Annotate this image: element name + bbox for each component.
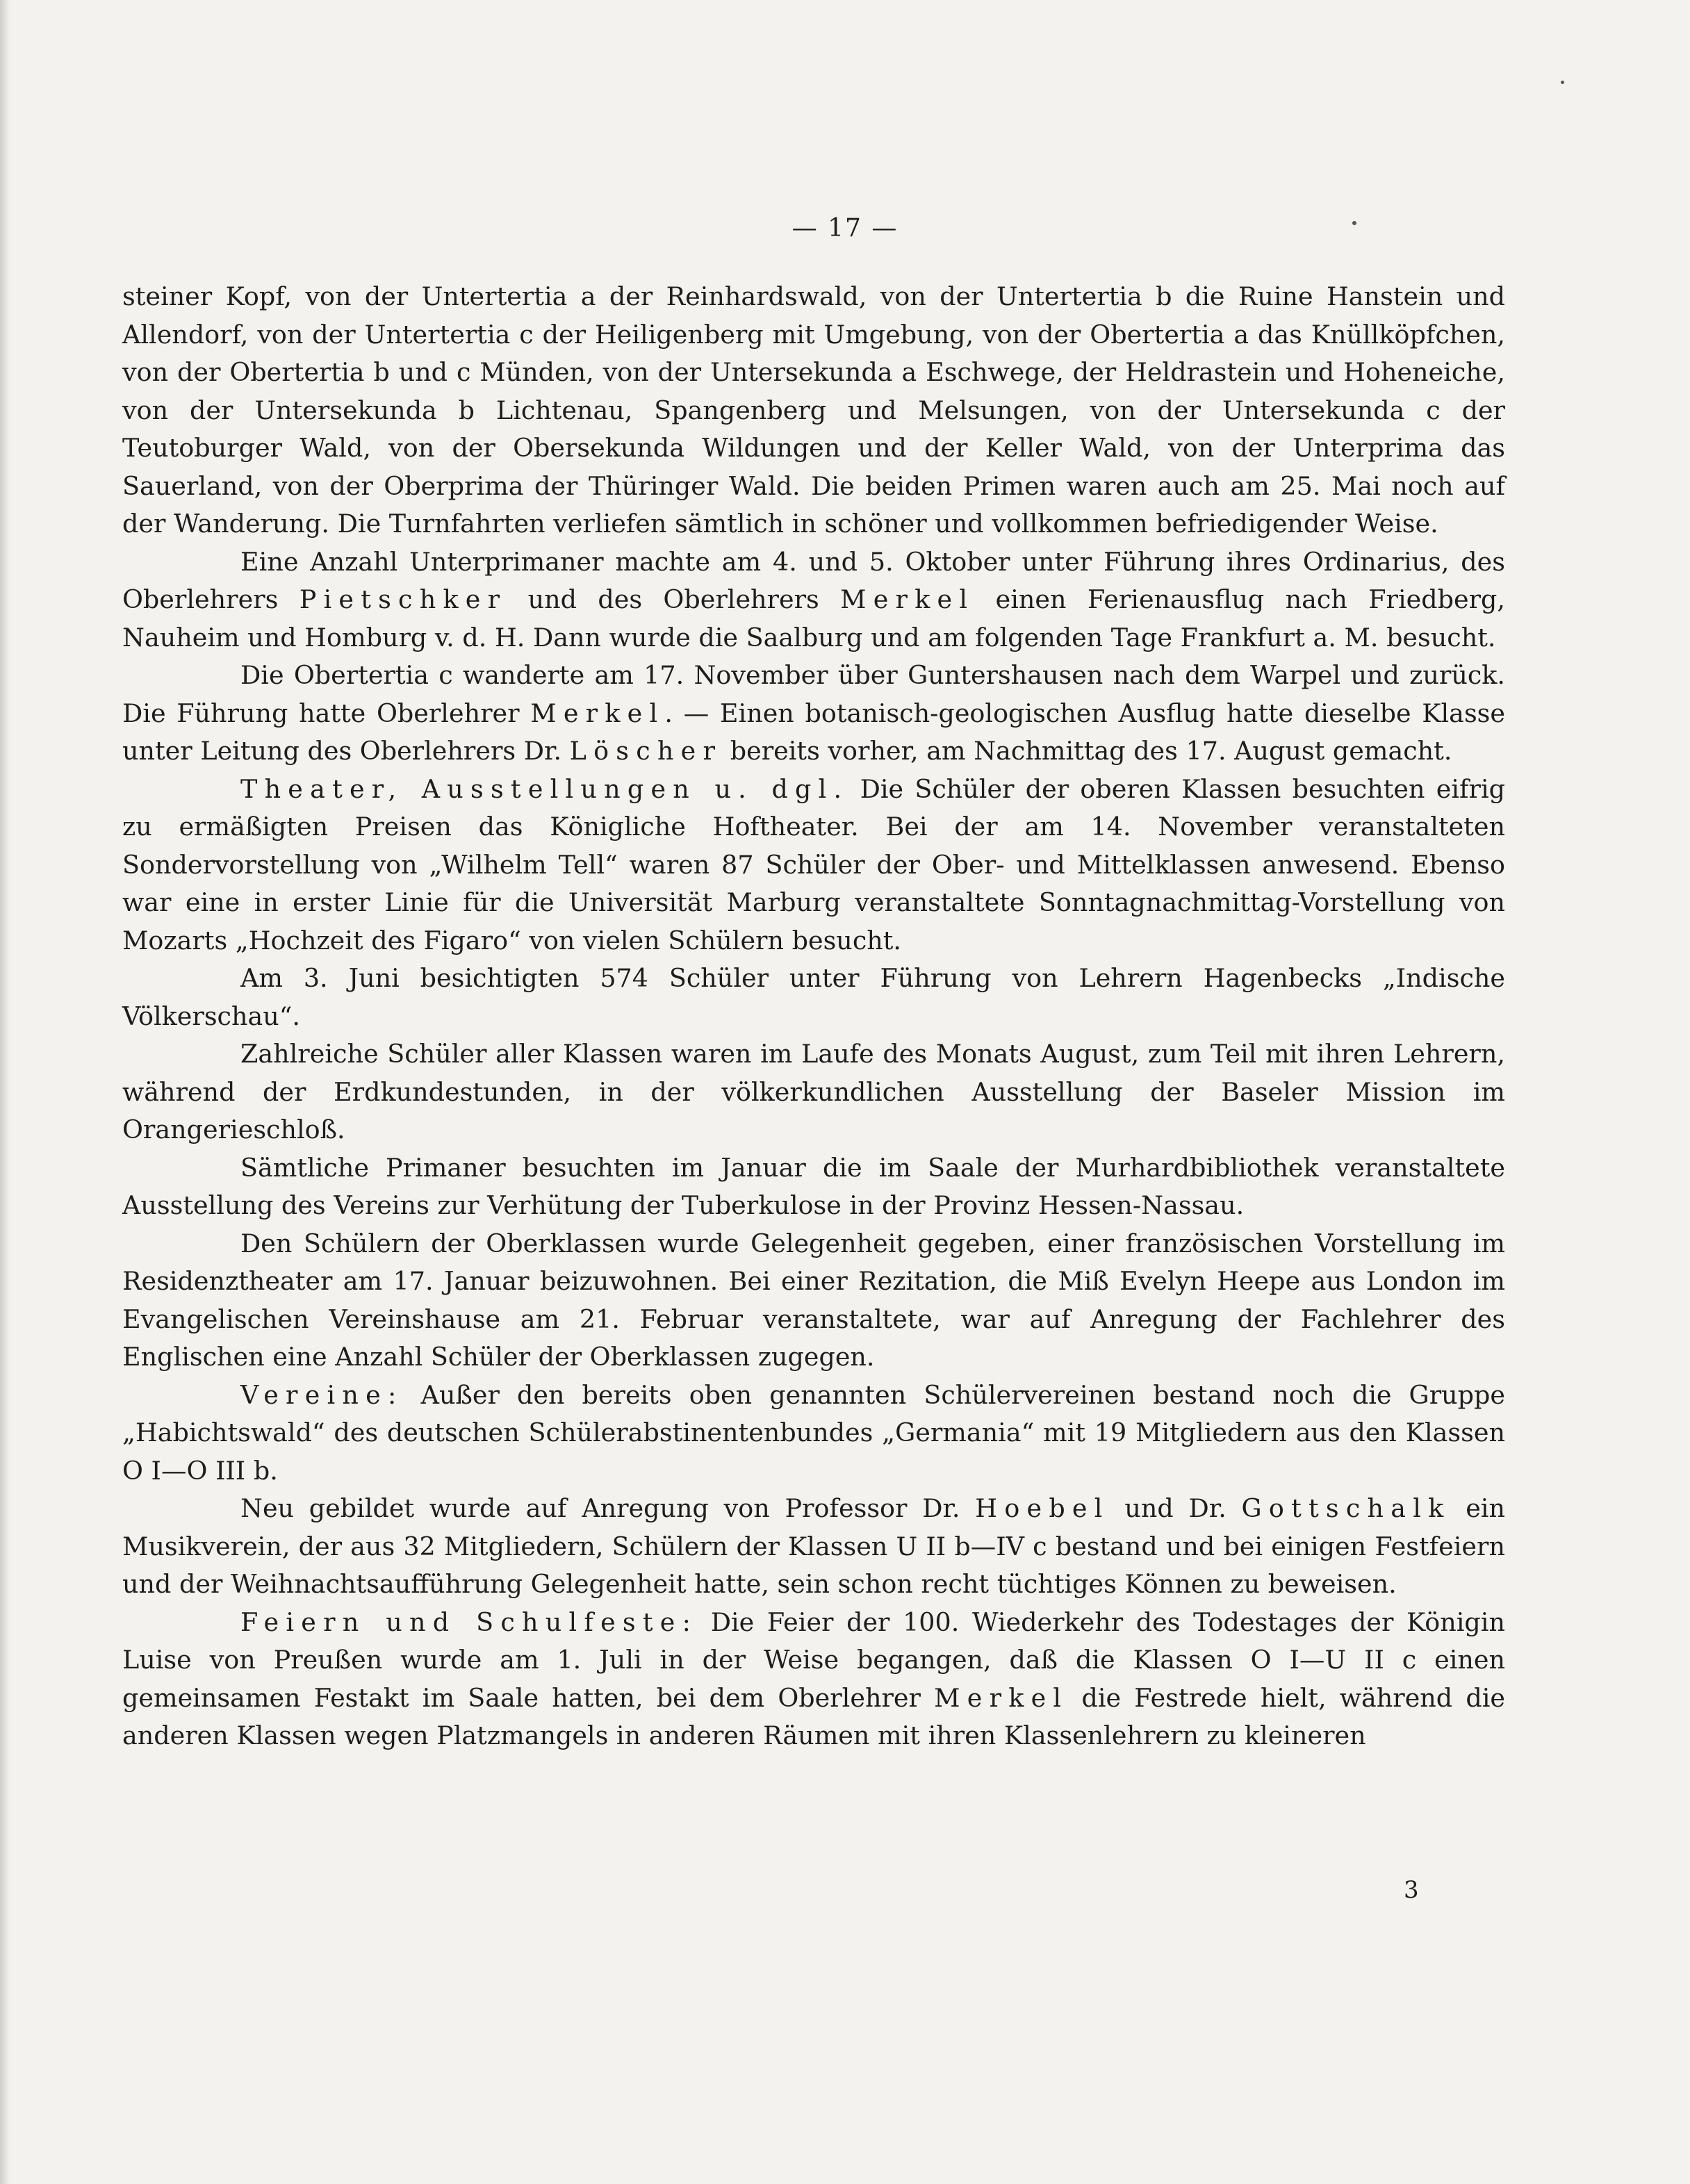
spaced-emphasis: Pietschker [299,584,507,614]
body-text [122,278,1505,1755]
paragraph-text: Den Schülern der Oberklassen wurde Gelegenheit gegeben, einer französischen Vorstellung im Residenztheater am 17. Januar beizuwohnen. Bei einer Rezitation, die Miß Evelyn Heepe aus London im Evangelischen Vereinshause am 21. Februar veranstaltete, war auf Anregung der Fachlehrer des Englischen eine Anzahl Schüler der Oberklassen zugegen. [122,1228,1505,1372]
paragraph-text: und Dr. [1109,1493,1242,1523]
page-edge-shadow [0,0,10,2184]
paragraph-text: Am 3. Juni besichtigten 574 Schüler unter Führung von Lehrern Hagenbecks „Indische Völkerschau“. [122,963,1505,1031]
spaced-emphasis: Hoebel [975,1493,1110,1523]
paragraph [122,1604,1505,1755]
paragraph-text: Zahlreiche Schüler aller Klassen waren im Laufe des Monats August, zum Teil mit ihren Lehrern, während der Erdkundestunden, in der völkerkundlichen Ausstellung der Baseler Mission im Orangerieschloß. [122,1039,1505,1144]
paragraph-text: Eine Anzahl Unterprimaner machte am 4. und 5. Oktober unter Führung ihres Ordinarius, des Oberlehrers [122,546,1505,614]
spaced-emphasis: Merkel [840,584,975,614]
spaced-emphasis: Gottschalk [1241,1493,1451,1523]
paragraph-text: Neu gebildet wurde auf Anregung von Professor Dr. [240,1493,976,1523]
paragraph [122,1377,1505,1491]
spaced-emphasis: Feiern und Schulfeste: [240,1607,698,1637]
page-number: — 17 — [791,214,899,243]
paragraph-text: steiner Kopf, von der Untertertia a der Reinhardswald, von der Untertertia b die Ruine Hanstein und Allendorf, von der Untertertia c der Heiligenberg mit Umgebung, von der Obertertia a das Knüllköpfchen, von der Obertertia b und c Münden, von der Untersekunda a Eschwege, der Heldrastein und Hoheneiche, von der Untersekunda b Lichtenau, Spangenberg und Melsungen, von der Untersekunda c der Teutoburger Wald, von der Obersekunda Wildungen und der Keller Wald, von der Unterprima das Sauerland, von der Oberprima der Thüringer Wald. Die beiden Primen waren auch am 25. Mai noch auf der Wanderung. Die Turnfahrten verliefen sämtlich in schöner und vollkommen befriedigender Weise. [122,281,1505,539]
paragraph [122,960,1505,1035]
paragraph-text: die Festrede hielt, während die anderen Klassen wegen Platzmangels in anderen Räumen mit ihren Klassenlehrern zu kleineren [122,1682,1505,1750]
paragraph-text: Die Obertertia c wanderte am 17. November über Guntershausen nach dem Warpel und zurück. Die Führung hatte Oberlehrer [122,660,1505,728]
paragraph [122,1149,1505,1225]
paragraph-text: Außer den bereits oben genannten Schülervereinen bestand noch die Gruppe „Habichtswald“ des deutschen Schülerabstinentenbundes „Germania“ mit 19 Mitgliedern aus den Klassen O I—O III b. [122,1379,1505,1486]
paragraph-text: Die Schüler der oberen Klassen besuchten eifrig zu ermäßigten Preisen das Königliche Hoftheater. Bei der am 14. November veranstalteten Sondervorstellung von „Wilhelm Tell“ waren 87 Schüler der Ober- und Mittelklassen anwesend. Ebenso war eine in erster Linie für die Universität Marburg veranstaltete Sonntagnachmittag-Vorstellung von Mozarts „Hochzeit des Figaro“ von vielen Schülern besucht. [122,773,1505,955]
spaced-emphasis: Vereine: [240,1379,404,1410]
paragraph [122,278,1505,543]
paragraph-text: Sämtliche Primaner besuchten im Januar die im Saale der Murhardbibliothek veranstaltete Ausstellung des Vereins zur Verhütung der Tuberkulose in der Provinz Hessen-Nassau. [122,1152,1505,1220]
spaced-emphasis: Merkel [530,698,665,728]
spaced-emphasis: Theater, Ausstellungen u. dgl. [240,773,849,804]
paragraph [122,543,1505,657]
paragraph-text: und des Oberlehrers [507,584,841,614]
signature-mark: 3 [1404,1876,1419,1904]
paragraph [122,1225,1505,1377]
paragraph-text: bereits vorher, am Nachmittag des 17. August gemacht. [722,736,1452,766]
speck-mark [1352,221,1356,225]
paragraph [122,1035,1505,1149]
paragraph-text: . — Einen botanisch-geologischen Ausflug hatte dieselbe Klasse unter Leitung des Oberlehrers Dr. [122,698,1506,766]
spaced-emphasis: Löscher [569,736,723,766]
paragraph-text: ein Musikverein, der aus 32 Mitgliedern, Schülern der Klassen U II b—IV c bestand und bei einigen Festfeiern und der Weihnachtsaufführung Gelegenheit hatte, sein schon recht tüchtiges Können zu beweisen. [122,1493,1505,1599]
paragraph [122,657,1505,771]
spaced-emphasis: Merkel [934,1682,1069,1713]
speck-mark [1561,81,1564,84]
paragraph-text: einen Ferienausflug nach Friedberg, Nauheim und Homburg v. d. H. Dann wurde die Saalburg und am folgenden Tage Frankfurt a. M. besucht. [122,584,1505,652]
paragraph [122,771,1505,960]
paragraph-text: Die Feier der 100. Wiederkehr des Todestages der Königin Luise von Preußen wurde am 1. Juli in der Weise begangen, daß die Klassen O I—U II c einen gemeinsamen Festakt im Saale hatten, bei dem Oberlehrer [122,1607,1505,1713]
paragraph [122,1490,1505,1604]
